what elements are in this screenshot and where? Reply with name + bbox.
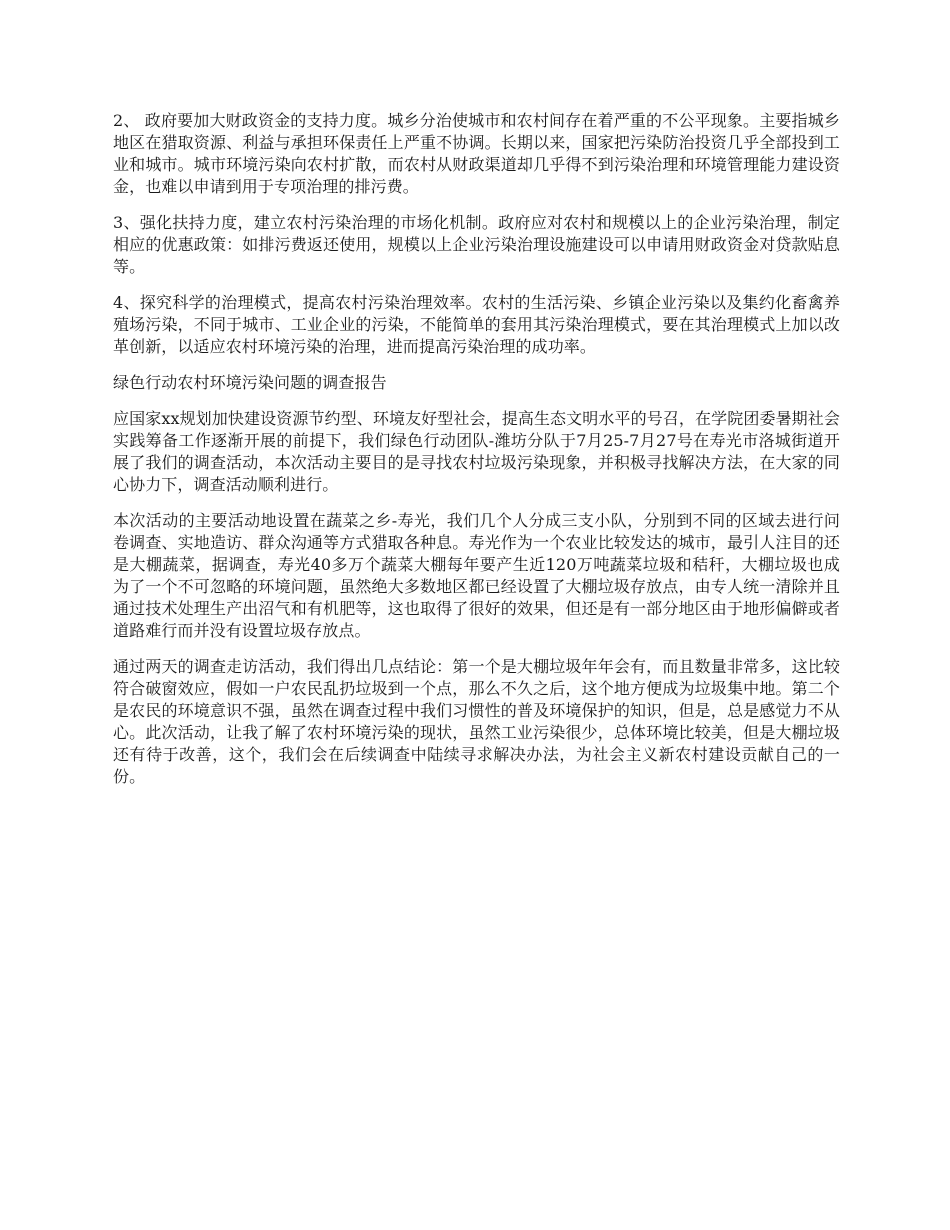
paragraph-governance-model: 4、探究科学的治理模式，提高农村污染治理效率。农村的生活污染、乡镇企业污染以及集约化畜禽养殖场污染，不同于城市、工业企业的污染，不能简单的套用其污染治理模式，要在其治理模式上加以改革创新，以适应农村环境污染的治理，进而提高污染治理的成功率。 — [113, 293, 840, 356]
paragraph-market-mechanism: 3、强化扶持力度，建立农村污染治理的市场化机制。政府应对农村和规模以上的企业污染治理，制定相应的优惠政策：如排污费返还使用，规模以上企业污染治理设施建设可以申请用财政资金对贷款贴息等。 — [113, 213, 840, 276]
report-title: 绿色行动农村环境污染问题的调查报告 — [113, 373, 387, 392]
paragraph-intro: 应国家xx规划加快建设资源节约型、环境友好型社会，提高生态文明水平的号召，在学院团委暑期社会实践筹备工作逐渐开展的前提下，我们绿色行动团队-潍坊分队于7月25-7月27号在寿光市洛城街道开展了我们的调查活动，本次活动主要目的是寻找农村垃圾污染现象，并积极寻找解决方法，在大家的同心协力下，调查活动顺利进行。 — [113, 409, 840, 494]
document-body — [113, 110, 840, 788]
paragraph-fiscal-support: 2、 政府要加大财政资金的支持力度。城乡分治使城市和农村间存在着严重的不公平现象。主要指城乡地区在猎取资源、利益与承担环保责任上严重不协调。长期以来，国家把污染防治投资几乎全部投到工业和城市。城市环境污染向农村扩散，而农村从财政渠道却几乎得不到污染治理和环境管理能力建设资金，也难以申请到用于专项治理的排污费。 — [113, 111, 840, 196]
paragraph-conclusions: 通过两天的调查走访活动，我们得出几点结论：第一个是大棚垃圾年年会有，而且数量非常多，这比较符合破窗效应，假如一户农民乱扔垃圾到一个点，那么不久之后，这个地方便成为垃圾集中地。第二个是农民的环境意识不强，虽然在调查过程中我们习惯性的普及环境保护的知识，但是，总是感觉力不从心。此次活动，让我了解了农村环境污染的现状，虽然工业污染很少，总体环境比较美，但是大棚垃圾还有待于改善，这个，我们会在后续调查中陆续寻求解决办法，为社会主义新农村建设贡献自己的一份。 — [113, 657, 840, 786]
paragraph-activity-location: 本次活动的主要活动地设置在蔬菜之乡-寿光，我们几个人分成三支小队，分别到不同的区域去进行问卷调查、实地造访、群众沟通等方式猎取各种息。寿光作为一个农业比较发达的城市，最引人注目的还是大棚蔬菜，据调查，寿光40多万个蔬菜大棚每年要产生近120万吨蔬菜垃圾和秸秆，大棚垃圾也成为了一个不可忽略的环境问题，虽然绝大多数地区都已经设置了大棚垃圾存放点，由专人统一清除并且通过技术处理生产出沼气和有机肥等，这也取得了很好的效果，但还是有一部分地区由于地形偏僻或者道路难行而并没有设置垃圾存放点。 — [113, 511, 840, 640]
